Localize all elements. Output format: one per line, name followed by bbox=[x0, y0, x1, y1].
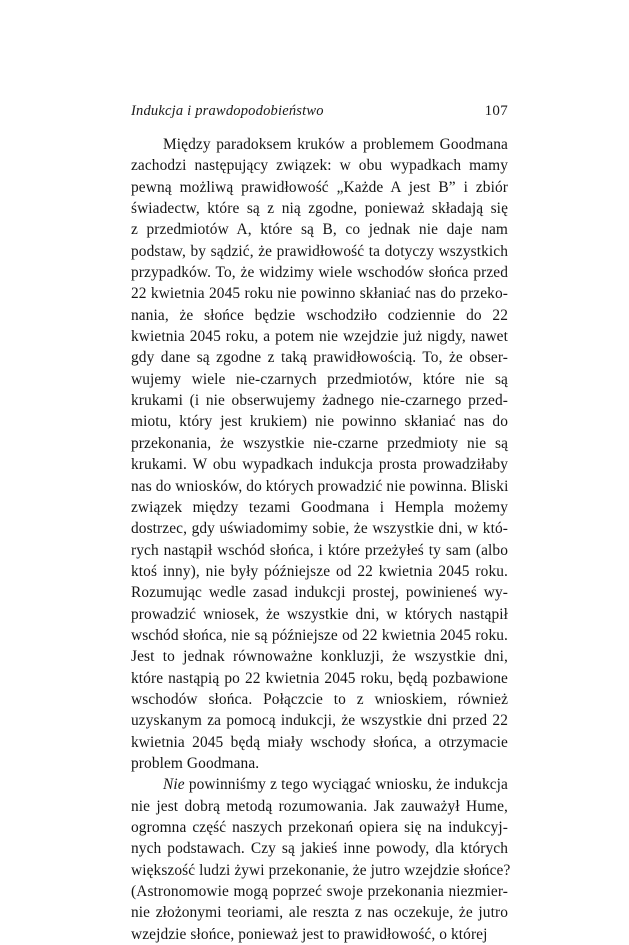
text-line: nie jest dobrą metodą rozumowania. Jak zauważył Hume, bbox=[131, 797, 508, 815]
text-line: podstaw, by sądzić, że prawidłowość ta dotyczy wszystkich bbox=[131, 242, 508, 260]
text-line: większość ludzi żywi przekonanie, że jutro wzejdzie słońce? bbox=[131, 861, 511, 879]
text-line: świadectw, które są z nią zgodne, ponieważ składają się bbox=[131, 200, 508, 218]
text-line: problem Goodmana. bbox=[131, 754, 260, 772]
text-line: z przedmiotów A, które są B, co jednak nie daje nam bbox=[131, 221, 508, 239]
text-line: dostrzec, gdy uświadomimy sobie, że wszystkie dni, w któ- bbox=[131, 520, 508, 538]
text-line: krukami (i nie obserwujemy żadnego nie-czarnego przed- bbox=[131, 392, 508, 410]
text-line: nie złożonymi teoriami, ale reszta z nas oczekuje, że jutro bbox=[131, 904, 508, 922]
text-line: nania, że słońce będzie wschodziło codziennie do 22 bbox=[131, 306, 508, 324]
text-line: kwietnia 2045 będą miały wschody słońca, a otrzymacie bbox=[131, 733, 508, 751]
text-line: Nie powinniśmy z tego wyciągać wniosku, że indukcja bbox=[163, 776, 508, 794]
text-line: związek między tezami Goodmana i Hempla możemy bbox=[131, 498, 508, 516]
text-line: wzejdzie słońce, ponieważ jest to prawidłowość, o której bbox=[131, 925, 488, 943]
text-line: wschodów słońca. Połączcie to z wnioskiem, również bbox=[131, 690, 508, 708]
paragraph-1 bbox=[131, 134, 508, 774]
paragraph-2 bbox=[131, 774, 511, 945]
running-head bbox=[131, 103, 508, 123]
emphasis: Nie bbox=[163, 776, 185, 794]
page-number: 107 bbox=[484, 103, 508, 119]
text-line: nych podstawach. Czy są jakieś inne powody, dla których bbox=[131, 840, 508, 858]
running-head-title: Indukcja i prawdopodobieństwo bbox=[131, 103, 324, 119]
text-line: miotu, który jest krukiem) nie powinno skłaniać nas do bbox=[131, 413, 508, 431]
text-line: Jest to jednak równoważne konkluzji, że wszystkie dni, bbox=[131, 648, 508, 666]
text-line: uzyskanym za pomocą indukcji, że wszystkie dni przed 22 bbox=[131, 712, 508, 730]
text-line: ktoś inny), nie były późniejsze od 22 kwietnia 2045 roku. bbox=[131, 562, 508, 580]
text-line: krukami. W obu wypadkach indukcja prosta prowadziłaby bbox=[131, 456, 508, 474]
text-line: gdy dane są zgodne z taką prawidłowością. To, że obser- bbox=[131, 349, 508, 367]
text-line: 22 kwietnia 2045 roku nie powinno skłaniać nas do przeko- bbox=[131, 285, 508, 303]
text-line: wujemy wiele nie-czarnych przedmiotów, które nie są bbox=[131, 370, 508, 388]
text-line: Rozumując wedle zasad indukcji prostej, powinieneś wy- bbox=[131, 584, 508, 602]
text-line: przypadków. To, że widzimy wiele wschodów słońca przed bbox=[131, 264, 508, 282]
text-line: nas do wniosków, do których prowadzić nie powinna. Bliski bbox=[131, 477, 509, 495]
text-block bbox=[131, 134, 511, 945]
text-line: rych nastąpił wschód słońca, i które przeżyłeś ty sam (albo bbox=[131, 541, 508, 559]
text-line: zachodzi następujący związek: w obu wypadkach mamy bbox=[131, 157, 508, 175]
text-line: ogromna część naszych przekonań opiera się na indukcyj- bbox=[131, 819, 508, 836]
text-line: przekonania, że wszystkie nie-czarne przedmioty nie są bbox=[131, 434, 508, 452]
text-line: wschód słońca, nie są późniejsze od 22 kwietnia 2045 roku. bbox=[131, 626, 508, 644]
text-line: pewną możliwą prawidłowość „Każde A jest B” i zbiór bbox=[131, 178, 508, 196]
text-line: które nastąpią po 22 kwietnia 2045 roku, będą pozbawione bbox=[131, 669, 508, 687]
text-line: prowadzić wniosek, że wszystkie dni, w których nastąpił bbox=[131, 605, 508, 623]
text-line: (Astronomowie mogą poprzeć swoje przekonania niezmier- bbox=[131, 883, 508, 901]
text-line: Między paradoksem kruków a problemem Goodmana bbox=[163, 136, 508, 153]
text-line: kwietnia 2045 roku, a potem nie wzejdzie już nigdy, nawet bbox=[131, 328, 508, 346]
